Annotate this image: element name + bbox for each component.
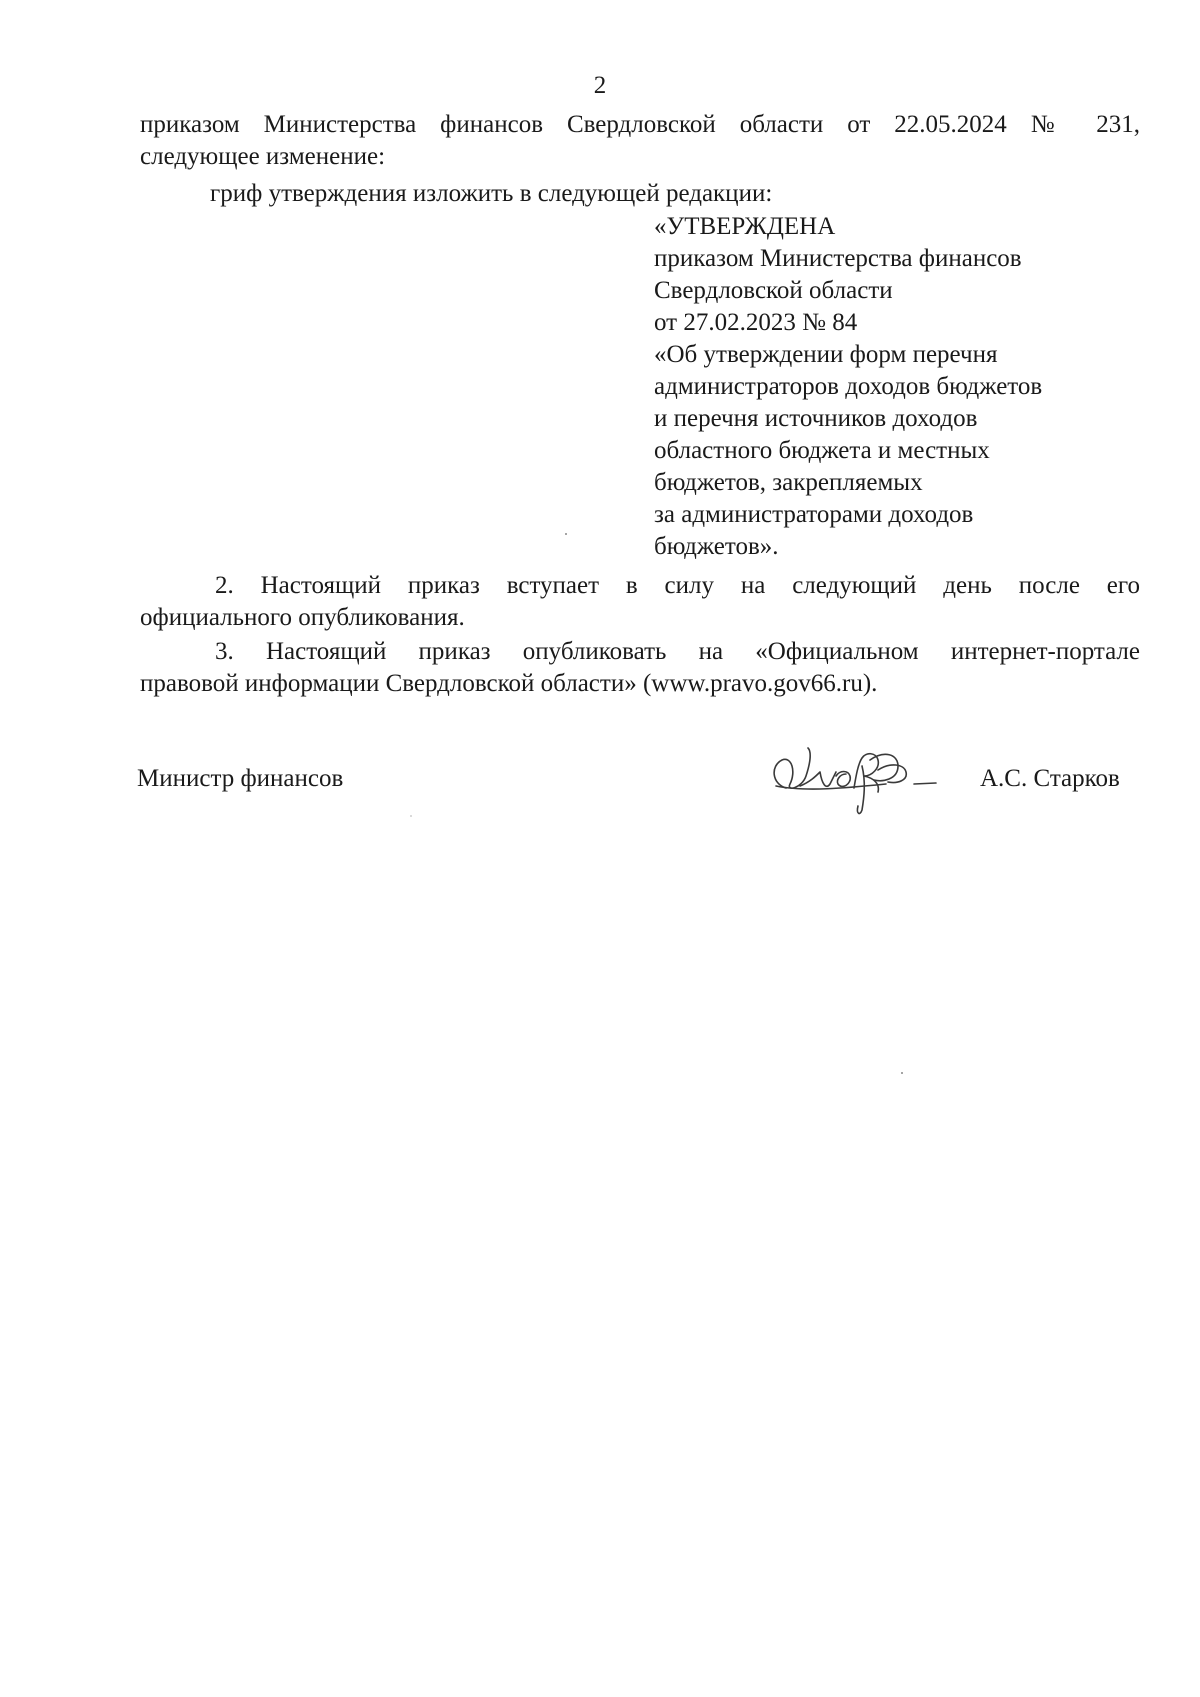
grif-line: бюджетов, закрепляемых: [654, 469, 923, 496]
intro-line-3: гриф утверждения изложить в следующей редакции:: [210, 180, 773, 207]
item-3-line-1: 3. Настоящий приказ опубликовать на «Официальном интернет-портале: [215, 638, 1140, 665]
item-2-line-2: официального опубликования.: [140, 604, 465, 631]
intro-line-2: следующее изменение:: [140, 143, 386, 170]
grif-line: администраторов доходов бюджетов: [654, 373, 1043, 400]
grif-line: и перечня источников доходов: [654, 405, 978, 432]
grif-line: Свердловской области: [654, 277, 893, 304]
item-2-line-1: 2. Настоящий приказ вступает в силу на следующий день после его: [215, 572, 1140, 599]
signer-title: Министр финансов: [137, 765, 344, 792]
grif-line: от 27.02.2023 № 84: [654, 309, 858, 336]
scan-speck: [901, 1072, 903, 1074]
intro-line-1: приказом Министерства финансов Свердловской области от 22.05.2024 № 231,: [140, 111, 1140, 138]
scan-speck: [410, 815, 412, 817]
grif-line: за администраторами доходов: [654, 501, 974, 528]
grif-line: приказом Министерства финансов: [654, 245, 1022, 272]
handwritten-signature: [766, 736, 956, 818]
grif-line: бюджетов».: [654, 533, 779, 560]
grif-line: областного бюджета и местных: [654, 437, 990, 464]
signer-name: А.С. Старков: [980, 765, 1120, 792]
grif-line: «УТВЕРЖДЕНА: [654, 213, 836, 240]
item-3-line-2: правовой информации Свердловской области» (www.pravo.gov66.ru).: [140, 670, 878, 697]
approval-stamp-block: [654, 211, 1042, 563]
scan-speck: [565, 533, 567, 535]
grif-line: «Об утверждении форм перечня: [654, 341, 998, 368]
page-number: 2: [593, 72, 607, 99]
